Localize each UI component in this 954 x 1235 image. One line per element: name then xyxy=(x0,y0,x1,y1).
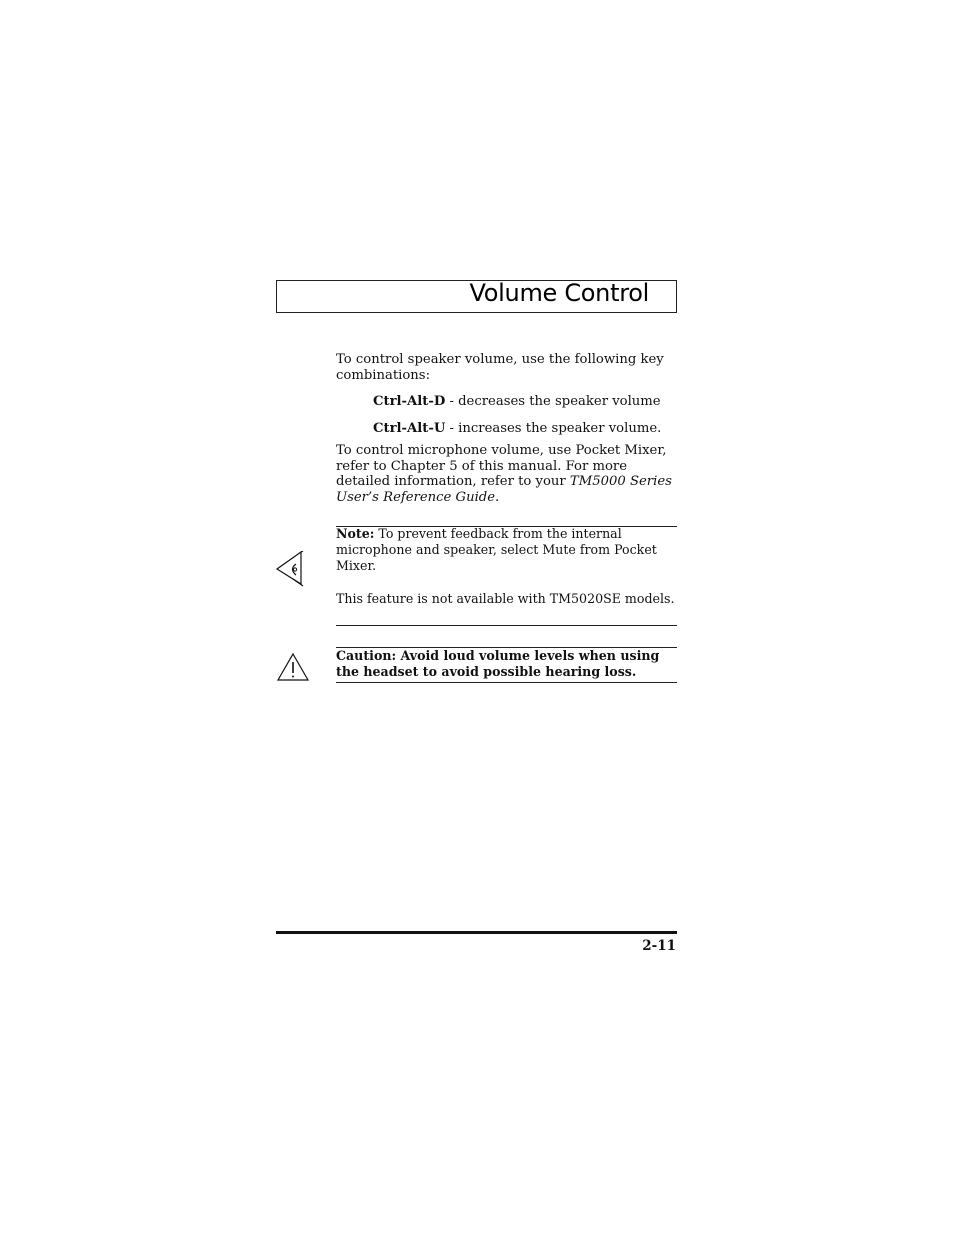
note-paragraph xyxy=(336,526,676,575)
mic-text-end: . xyxy=(495,489,500,505)
footer-rule xyxy=(276,931,677,934)
page-number: 2-11 xyxy=(642,938,676,954)
guide-title: TM5000 Series User’s Reference Guide xyxy=(336,474,672,505)
note-icon xyxy=(275,551,305,587)
note-paragraph-2: This feature is not available with TM5020SE models. xyxy=(336,591,675,606)
mic-text: To control microphone volume, use Pocket Mixer, refer to Chapter 5 of this manual. For more detailed information, refer to your xyxy=(336,443,667,490)
intro-paragraph: To control speaker volume, use the following key combinations: xyxy=(336,352,664,383)
note-bottom-rule xyxy=(336,625,677,626)
key-combo-decrease xyxy=(373,394,661,410)
key-combo-description: - increases the speaker volume. xyxy=(445,421,662,436)
title-box xyxy=(276,280,677,313)
key-combo-label: Ctrl-Alt-U xyxy=(373,421,446,436)
caution-paragraph: Caution: Avoid loud volume levels when using the headset to avoid possible hearing loss. xyxy=(336,648,660,679)
note-text: To prevent feedback from the internal microphone and speaker, select Mute from Pocket Mixer. xyxy=(336,526,657,574)
key-combo-increase xyxy=(373,421,661,437)
mic-paragraph xyxy=(336,443,676,505)
note-label: Note: xyxy=(336,526,375,541)
warning-icon xyxy=(276,652,310,682)
key-combo-description: - decreases the speaker volume xyxy=(445,394,661,409)
page-title: Volume Control xyxy=(469,279,649,307)
caution-bottom-rule xyxy=(336,682,677,683)
key-combo-label: Ctrl-Alt-D xyxy=(373,394,446,409)
